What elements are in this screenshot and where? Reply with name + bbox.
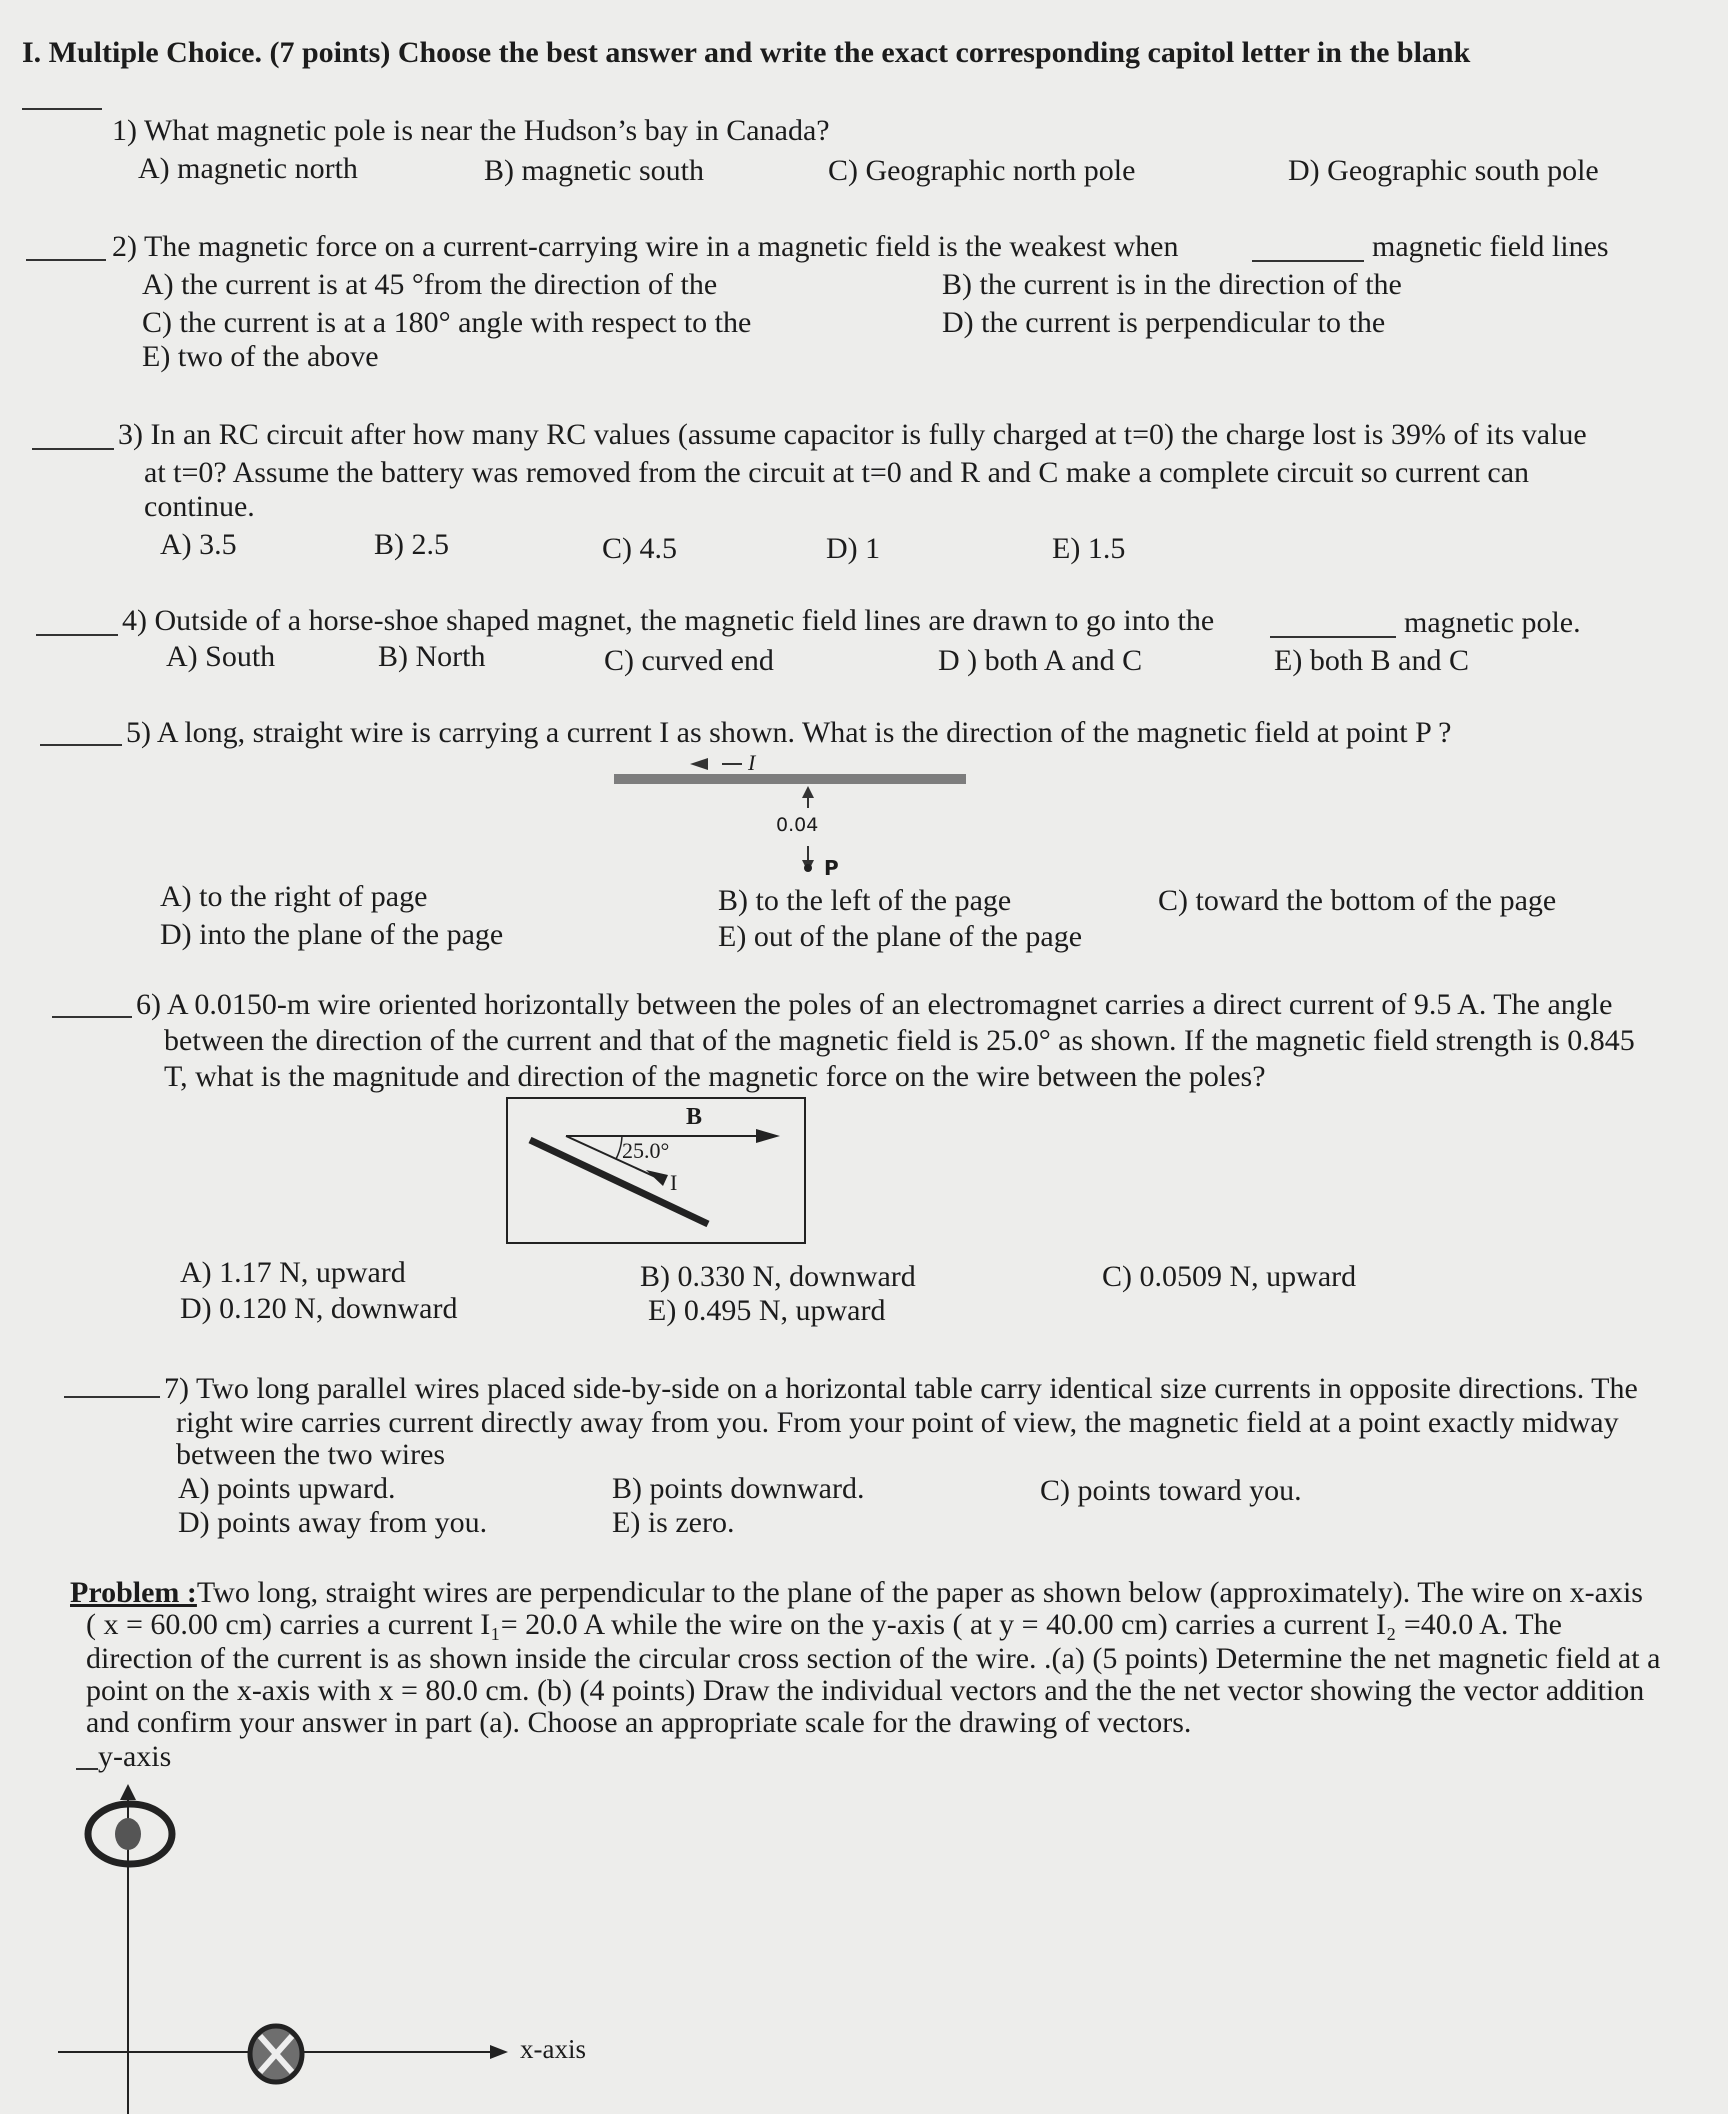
- x-axis-arrow-icon: [490, 2045, 508, 2059]
- x-axis-label: x-axis: [520, 2034, 586, 2064]
- q3-choice-d: D) 1: [826, 532, 881, 565]
- q1-choice-c: C) Geographic north pole: [828, 154, 1136, 187]
- q6-current-label: I: [670, 1170, 678, 1195]
- question-6-line-2: between the direction of the current and that of the magnetic field is 25.0° as shown. If the magnetic field strength is 0.845: [164, 1024, 1635, 1057]
- problem-line-2: ( x = 60.00 cm) carries a current I₁= 20.0 A while the wire on the y-axis ( at y = 40.00 cm) carries a current I₂ =40.0 A. The: [86, 1608, 1562, 1641]
- y-axis-label: y-axis: [98, 1740, 172, 1773]
- q5-choice-c: C) toward the bottom of the page: [1158, 884, 1557, 917]
- q2-choice-d: D) the current is perpendicular to the: [942, 306, 1386, 339]
- question-6-line-3: T, what is the magnitude and direction of the magnetic force on the wire between the poles?: [164, 1060, 1266, 1093]
- q5-choice-d: D) into the plane of the page: [160, 918, 504, 951]
- q7-choice-c: C) points toward you.: [1040, 1474, 1302, 1507]
- question-3-line-3: continue.: [144, 490, 255, 523]
- q6-choice-e: E) 0.495 N, upward: [648, 1294, 886, 1327]
- question-4: 4) Outside of a horse-shoe shaped magnet, the magnetic field lines are drawn to go into the: [122, 604, 1215, 637]
- question-3-line-2: at t=0? Assume the battery was removed from the circuit at t=0 and R and C make a complete circuit so current can: [144, 456, 1530, 489]
- question-7-line-1: 7) Two long parallel wires placed side-by-side on a horizontal table carry identical size currents in opposite directions. The: [164, 1372, 1638, 1405]
- q2-choice-e: E) two of the above: [142, 340, 379, 373]
- q4-choice-a: A) South: [166, 640, 276, 673]
- q7-choice-b: B) points downward.: [612, 1472, 865, 1505]
- y-axis-arrow-icon: [120, 1784, 136, 1800]
- q6-choice-a: A) 1.17 N, upward: [180, 1256, 406, 1289]
- q3-choice-b: B) 2.5: [374, 528, 449, 561]
- section-header: I. Multiple Choice. (7 points) Choose the best answer and write the exact corresponding capitol letter in the blank: [22, 36, 1471, 69]
- q6-field-label: B: [686, 1104, 703, 1130]
- q1-choice-d: D) Geographic south pole: [1288, 154, 1599, 187]
- q4-choice-b: B) North: [378, 640, 486, 673]
- q6-choice-b: B) 0.330 N, downward: [640, 1260, 916, 1293]
- question-5: 5) A long, straight wire is carrying a current I as shown. What is the direction of the magnetic field at point P ?: [126, 716, 1452, 749]
- question-6-line-1: 6) A 0.0150-m wire oriented horizontally between the poles of an electromagnet carries a direct current of 9.5 A. The angle: [136, 988, 1613, 1021]
- question-7-line-2: right wire carries current directly away from you. From your point of view, the magnetic field at a point exactly midway: [176, 1406, 1619, 1439]
- q4-choice-c: C) curved end: [604, 644, 774, 677]
- problem-text-1: Two long, straight wires are perpendicular to the plane of the paper as shown below (approximately). The wire on x-axis: [196, 1576, 1643, 1609]
- q7-choice-d: D) points away from you.: [178, 1506, 488, 1539]
- q5-choice-b: B) to the left of the page: [718, 884, 1012, 917]
- q5-choice-e: E) out of the plane of the page: [718, 920, 1083, 953]
- question-1: 1) What magnetic pole is near the Hudson’s bay in Canada?: [112, 114, 830, 147]
- q6-choice-d: D) 0.120 N, downward: [180, 1292, 458, 1325]
- q4-choice-e: E) both B and C: [1274, 644, 1469, 677]
- q2-choice-b: B) the current is in the direction of the: [942, 268, 1402, 301]
- q6-choice-c: C) 0.0509 N, upward: [1102, 1260, 1357, 1293]
- problem-line-4: point on the x-axis with x = 80.0 cm. (b) (4 points) Draw the individual vectors and the the net vector showing the vector addition: [86, 1674, 1645, 1707]
- question-2: 2) The magnetic force on a current-carrying wire in a magnetic field is the weakest when: [112, 230, 1179, 263]
- q2-choice-a: A) the current is at 45 °from the direction of the: [142, 268, 718, 301]
- q5-current-label: I: [748, 750, 756, 775]
- q3-choice-a: A) 3.5: [160, 528, 237, 561]
- problem-line-3: direction of the current is as shown inside the circular cross section of the wire. .(a) (5 points) Determine the net magnetic field at a: [86, 1642, 1661, 1675]
- q2-choice-c: C) the current is at a 180° angle with respect to the: [142, 306, 752, 339]
- question-7-line-3: between the two wires: [176, 1438, 446, 1471]
- q3-choice-c: C) 4.5: [602, 532, 677, 565]
- q1-choice-a: A) magnetic north: [138, 152, 358, 185]
- q7-choice-a: A) points upward.: [178, 1472, 396, 1505]
- problem-label: Problem :: [70, 1576, 197, 1609]
- problem-line-5: and confirm your answer in part (a). Choose an appropriate scale for the drawing of vectors.: [86, 1706, 1192, 1739]
- q4-choice-d: D ) both A and C: [938, 644, 1143, 677]
- question-2-end: magnetic field lines: [1372, 230, 1609, 263]
- q6-angle-label: 25.0°: [622, 1138, 670, 1163]
- q5-point-label: P: [824, 856, 839, 880]
- q5-choice-a: A) to the right of page: [160, 880, 428, 913]
- q5-distance-label: 0.04: [776, 814, 819, 836]
- q1-choice-b: B) magnetic south: [484, 154, 704, 187]
- q3-choice-e: E) 1.5: [1052, 532, 1126, 565]
- question-3-line-1: 3) In an RC circuit after how many RC values (assume capacitor is fully charged at t=0) the charge lost is 39% of its value: [118, 418, 1587, 451]
- question-4-end: magnetic pole.: [1404, 606, 1581, 639]
- q7-choice-e: E) is zero.: [612, 1506, 735, 1539]
